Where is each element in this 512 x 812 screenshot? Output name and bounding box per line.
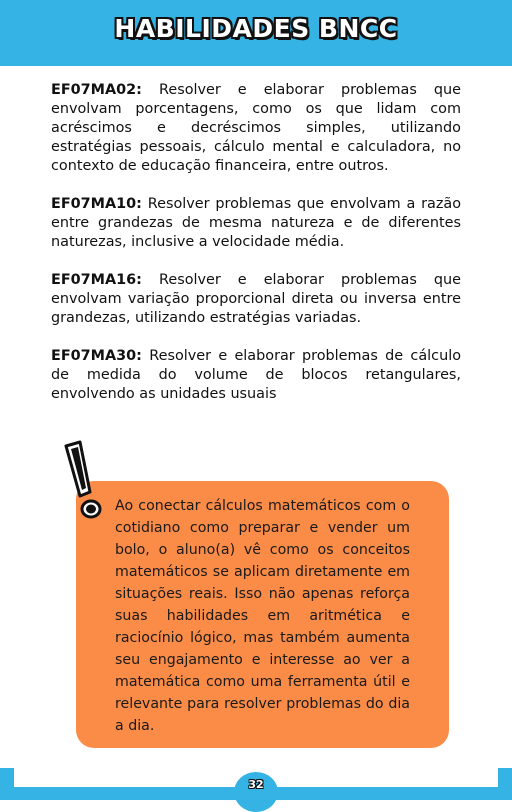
page-number: 32 [248, 778, 264, 791]
skill-text: Resolver e elaborar problemas que envolvam variação proporcional direta ou inversa entre grandezas, utilizando estratégias variadas. [51, 272, 461, 326]
skill-text: Resolver e elaborar problemas que envolvam porcentagens, como os que lidam com acréscimos e decréscimos simples, utilizando estratégias pessoais, cálculo mental e calculadora, no contexto de educação financeira, entre outros. [51, 82, 461, 174]
skill-item [51, 195, 461, 252]
callout-text: Ao conectar cálculos matemáticos com o cotidiano como preparar e vender um bolo, o aluno(a) vê como os conceitos matemáticos se aplicam diretamente em situações reais. Isso não apenas reforça suas habilidades em aritmética e raciocínio lógico, mas também aumenta seu engajamento e interesse ao ver a matemática como uma ferramenta útil e relevante para resolver problemas do dia a dia. [115, 498, 410, 734]
skill-code: EF07MA30: [51, 348, 142, 364]
page-title: HABILIDADES BNCC [114, 14, 398, 43]
skill-text: Resolver problemas que envolvam a razão entre grandezas de mesma natureza e de diferentes naturezas, inclusive a velocidade média. [51, 196, 461, 250]
skill-code: EF07MA02: [51, 82, 142, 98]
skill-item [51, 271, 461, 328]
skill-item [51, 347, 461, 404]
header-bar [0, 0, 512, 66]
skills-list [51, 81, 461, 423]
skill-text: Resolver e elaborar problemas de cálculo de medida do volume de blocos retangulares, envolvendo as unidades usuais [51, 348, 461, 402]
skill-code: EF07MA16: [51, 272, 142, 288]
callout-box [76, 481, 449, 748]
skill-code: EF07MA10: [51, 196, 142, 212]
skill-item [51, 81, 461, 176]
exclamation-icon [58, 440, 110, 520]
